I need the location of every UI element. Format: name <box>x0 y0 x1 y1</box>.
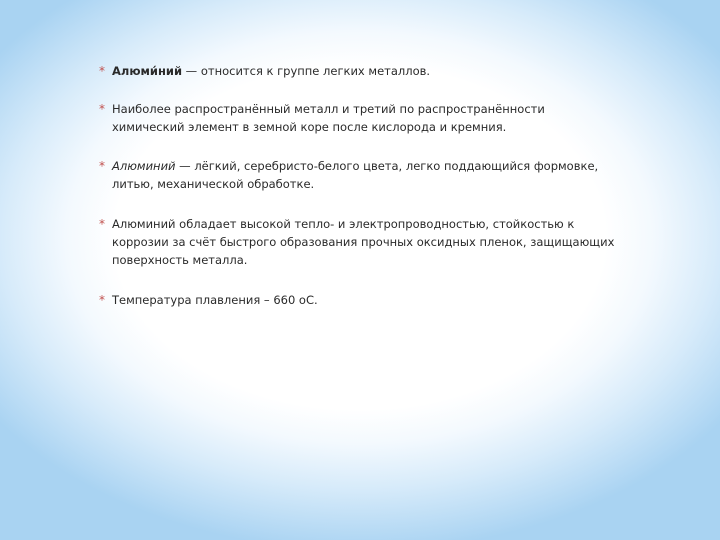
bullet-star-icon: * <box>99 217 105 231</box>
bullet-list <box>99 62 619 309</box>
bullet-star-icon: * <box>99 159 105 173</box>
bullet-term: Алюминий <box>112 159 176 173</box>
bullet-text: Наиболее распространённый металл и третий по распространённости химический элемент в земной коре после кислорода и кремния. <box>112 102 545 134</box>
bullet-item <box>99 291 619 309</box>
bullet-item <box>99 62 619 80</box>
bullet-star-icon: * <box>99 102 105 116</box>
bullet-term: Алюми́ний <box>112 64 183 78</box>
bullet-text: Температура плавления – 660 оС. <box>112 293 318 307</box>
bullet-item <box>99 215 619 269</box>
bullet-star-icon: * <box>99 64 105 78</box>
bullet-star-icon: * <box>99 293 105 307</box>
bullet-text: — лёгкий, серебристо-белого цвета, легко поддающийся формовке, литью, механической обработке. <box>112 159 599 191</box>
bullet-text: Алюминий обладает высокой тепло- и электропроводностью, стойкостью к коррозии за счёт быстрого образования прочных оксидных пленок, защищающих поверхность металла. <box>112 217 615 267</box>
bullet-item <box>99 100 619 136</box>
bullet-item <box>99 157 619 193</box>
bullet-text: — относится к группе легких металлов. <box>182 64 431 78</box>
